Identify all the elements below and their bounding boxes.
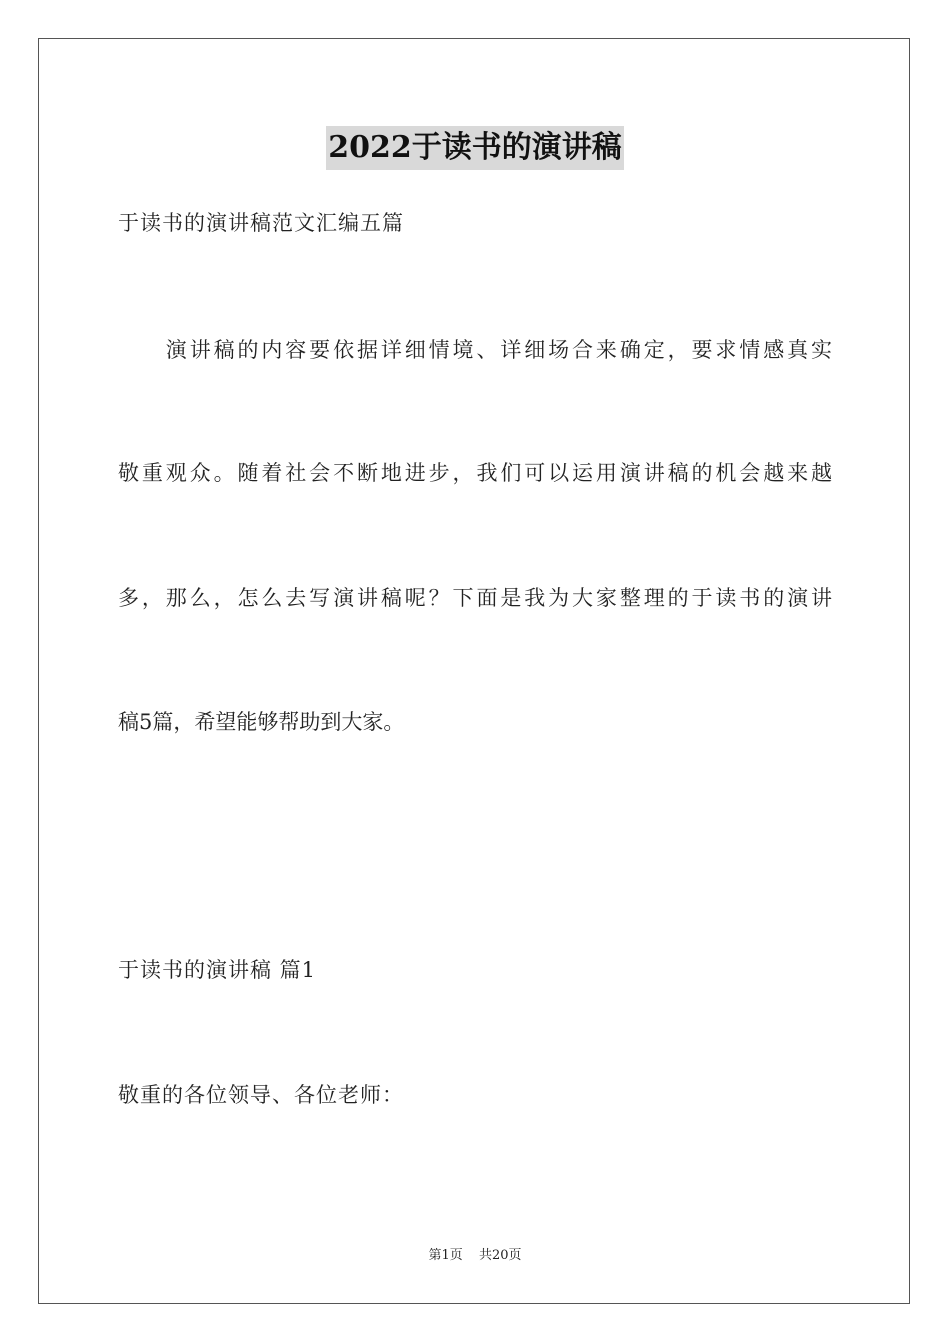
section-heading: 于读书的演讲稿 篇1 — [118, 958, 317, 982]
page-footer — [0, 1246, 950, 1266]
title-container — [0, 126, 950, 170]
intro-line-1: 演讲稿的内容要依据详细情境、详细场合来确定，要求情感真实 — [118, 338, 832, 362]
page-number: 第1页 — [428, 1248, 463, 1263]
page-total: 共20页 — [478, 1248, 522, 1263]
document-subtitle: 于读书的演讲稿范文汇编五篇 — [118, 211, 404, 235]
document-title: 2022于读书的演讲稿 — [326, 126, 624, 170]
salutation: 敬重的各位领导、各位老师： — [118, 1083, 404, 1107]
intro-line-2: 敬重观众。随着社会不断地进步，我们可以运用演讲稿的机会越来越 — [118, 461, 832, 485]
intro-line-4: 稿5篇，希望能够帮助到大家。 — [118, 710, 405, 734]
intro-line-3: 多，那么，怎么去写演讲稿呢？下面是我为大家整理的于读书的演讲 — [118, 586, 832, 610]
